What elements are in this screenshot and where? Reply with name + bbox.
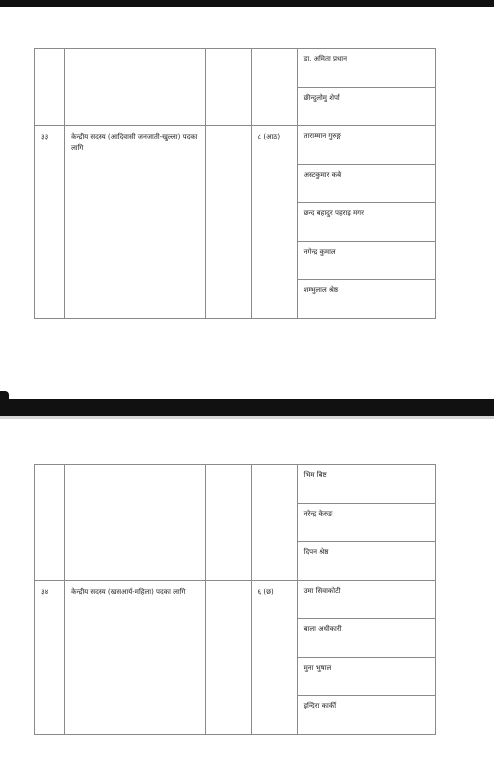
serial-number: ३३ — [41, 133, 49, 141]
candidate-name: अस्टकुमार कबे — [303, 171, 342, 179]
candidate-name: इन्दिरा कार्की — [303, 702, 337, 710]
post-cell-blank — [65, 49, 206, 126]
candidate-name: उमा सिवाकोटी — [303, 587, 341, 595]
candidate-name-cell — [297, 88, 435, 126]
candidate-name: शम्भुलाल श्रेष्ठ — [303, 286, 339, 294]
candidate-name: बाला अधीकारी — [303, 625, 342, 633]
candidate-name-cell — [297, 658, 435, 696]
candidate-name-cell — [297, 49, 435, 88]
serial-cell — [35, 581, 65, 735]
count-cell-blank — [251, 465, 297, 581]
table-row — [35, 581, 436, 619]
candidate-name: डा. अमिता प्रधान — [303, 55, 347, 63]
candidate-name-cell — [297, 126, 435, 165]
candidate-name: मुना भुषाल — [303, 664, 332, 672]
serial-number: ३४ — [41, 588, 49, 596]
candidate-name-cell — [297, 504, 435, 542]
candidate-name-cell — [297, 203, 435, 242]
post-title: केन्द्रीय सदस्य (खसआर्य-महिला) पदका लागि — [71, 588, 186, 596]
count-cell — [251, 581, 297, 735]
table-row — [35, 49, 436, 88]
candidate-name: भिम बिष्ट — [303, 471, 327, 479]
count-cell — [251, 126, 297, 319]
serial-cell — [35, 126, 65, 319]
blank-cell — [206, 581, 251, 735]
candidate-name: ताराम्मान गुरुङ्ग — [303, 132, 341, 140]
blank-cell — [206, 465, 251, 581]
candidate-table-page-1 — [34, 48, 436, 319]
count-cell-blank — [251, 49, 297, 126]
candidate-name-cell — [297, 465, 435, 504]
candidate-name-cell — [297, 542, 435, 581]
post-cell — [65, 581, 206, 735]
candidate-name: छीन्दुलोमु शेर्पा — [303, 94, 340, 102]
candidate-name-cell — [297, 581, 435, 619]
blank-cell — [206, 126, 251, 319]
post-cell — [65, 126, 206, 319]
serial-cell-blank — [35, 49, 65, 126]
candidate-name-cell — [297, 242, 435, 280]
serial-cell-blank — [35, 465, 65, 581]
candidate-name: नगेन्द्र कुमाल — [303, 248, 336, 256]
candidate-table-page-2 — [34, 464, 436, 735]
post-title: केन्द्रीय सदस्य (आदिवासी जनजाती-खुल्ला) पदका लागि — [71, 133, 198, 152]
page-divider-shadow — [0, 416, 494, 419]
candidate-name-cell — [297, 165, 435, 203]
table-row — [35, 465, 436, 504]
candidate-name: छन्द बहादुर पहराइ मगर — [303, 209, 364, 217]
candidate-name-cell — [297, 696, 435, 735]
post-cell-blank — [65, 465, 206, 581]
page-divider-bar — [0, 399, 494, 416]
seat-count: ८ (आठ) — [257, 133, 281, 141]
seat-count: ६ (छ) — [257, 588, 274, 596]
blank-cell — [206, 49, 251, 126]
candidate-name: नरेन्द्र केरुङ — [303, 510, 333, 518]
top-dark-strip — [0, 0, 494, 7]
candidate-name: दिपन श्रेष्ठ — [303, 548, 329, 556]
candidate-name-cell — [297, 280, 435, 319]
candidate-name-cell — [297, 619, 435, 658]
table-row — [35, 126, 436, 165]
